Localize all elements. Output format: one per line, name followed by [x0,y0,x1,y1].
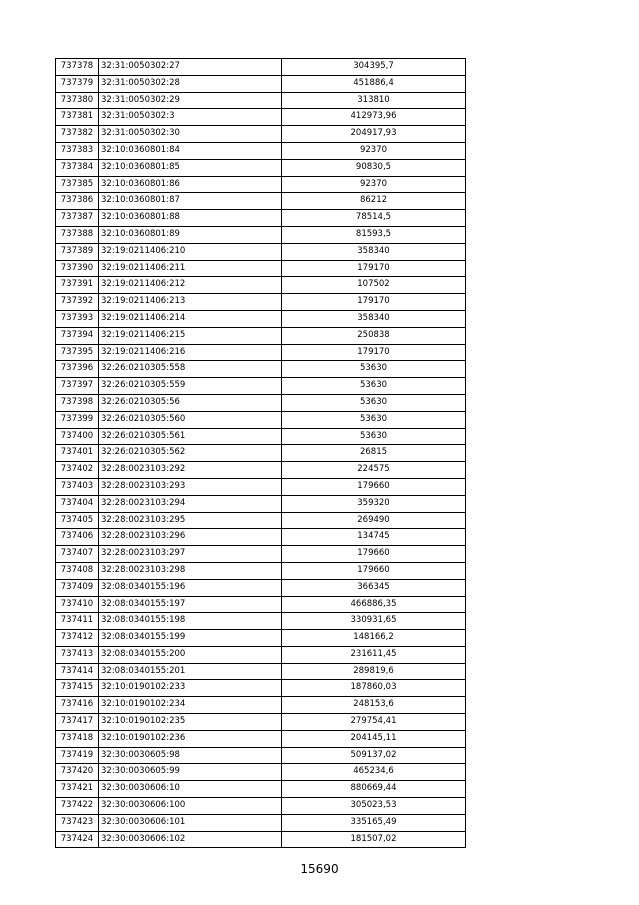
row-id-cell: 737421 [56,781,99,798]
row-id-cell: 737411 [56,613,99,630]
row-id-cell: 737386 [56,193,99,210]
row-id-cell: 737406 [56,529,99,546]
cadastral-number-cell: 32:30:0030605:98 [99,747,282,764]
value-cell: 181507,02 [282,831,466,848]
cadastral-number-cell: 32:10:0190102:235 [99,714,282,731]
value-cell: 90830,5 [282,159,466,176]
table-row [56,546,466,563]
row-id-cell: 737380 [56,92,99,109]
table-row [56,142,466,159]
value-cell: 148166,2 [282,630,466,647]
row-id-cell: 737416 [56,697,99,714]
cadastral-number-cell: 32:19:0211406:215 [99,327,282,344]
row-id-cell: 737395 [56,344,99,361]
cadastral-number-cell: 32:10:0360801:88 [99,210,282,227]
cadastral-number-cell: 32:19:0211406:216 [99,344,282,361]
table-row [56,327,466,344]
value-cell: 466886,35 [282,596,466,613]
value-cell: 204145,11 [282,730,466,747]
table-row [56,495,466,512]
table-row [56,764,466,781]
table-row [56,361,466,378]
value-cell: 53630 [282,428,466,445]
value-cell: 313810 [282,92,466,109]
table-row [56,126,466,143]
value-cell: 53630 [282,394,466,411]
table-row [56,243,466,260]
value-cell: 269490 [282,512,466,529]
table-row [56,512,466,529]
value-cell: 53630 [282,411,466,428]
row-id-cell: 737382 [56,126,99,143]
cadastral-number-cell: 32:08:0340155:198 [99,613,282,630]
cadastral-number-cell: 32:26:0210305:561 [99,428,282,445]
cadastral-number-cell: 32:08:0340155:200 [99,646,282,663]
table-row [56,613,466,630]
cadastral-number-cell: 32:28:0023103:297 [99,546,282,563]
value-cell: 134745 [282,529,466,546]
value-cell: 305023,53 [282,798,466,815]
value-cell: 179660 [282,562,466,579]
value-cell: 53630 [282,361,466,378]
row-id-cell: 737404 [56,495,99,512]
value-cell: 81593,5 [282,226,466,243]
row-id-cell: 737410 [56,596,99,613]
cadastral-number-cell: 32:30:0030605:99 [99,764,282,781]
table-row [56,445,466,462]
cadastral-number-cell: 32:10:0360801:87 [99,193,282,210]
table-row [56,210,466,227]
table-row [56,411,466,428]
page-number: 15690 [300,862,339,876]
value-cell: 279754,41 [282,714,466,731]
table-row [56,59,466,76]
value-cell: 187860,03 [282,680,466,697]
cadastral-number-cell: 32:30:0030606:10 [99,781,282,798]
row-id-cell: 737412 [56,630,99,647]
table-row [56,697,466,714]
value-cell: 359320 [282,495,466,512]
table-row [56,310,466,327]
row-id-cell: 737393 [56,310,99,327]
table-row [56,394,466,411]
value-cell: 335165,49 [282,814,466,831]
value-cell: 179170 [282,294,466,311]
table-row [56,226,466,243]
cadastral-number-cell: 32:26:0210305:562 [99,445,282,462]
cadastral-number-cell: 32:08:0340155:201 [99,663,282,680]
row-id-cell: 737419 [56,747,99,764]
value-cell: 92370 [282,142,466,159]
value-cell: 330931,65 [282,613,466,630]
row-id-cell: 737394 [56,327,99,344]
row-id-cell: 737397 [56,378,99,395]
row-id-cell: 737390 [56,260,99,277]
value-cell: 509137,02 [282,747,466,764]
table-row [56,378,466,395]
table-row [56,277,466,294]
row-id-cell: 737396 [56,361,99,378]
value-cell: 179170 [282,344,466,361]
table-row [56,663,466,680]
cadastral-number-cell: 32:10:0360801:85 [99,159,282,176]
cadastral-number-cell: 32:26:0210305:560 [99,411,282,428]
table-row [56,159,466,176]
value-cell: 465234,6 [282,764,466,781]
row-id-cell: 737388 [56,226,99,243]
table-row [56,646,466,663]
table-row [56,428,466,445]
cadastral-number-cell: 32:19:0211406:212 [99,277,282,294]
cadastral-number-cell: 32:31:0050302:28 [99,75,282,92]
table-row [56,630,466,647]
cadastral-number-cell: 32:10:0360801:89 [99,226,282,243]
cadastral-number-cell: 32:26:0210305:558 [99,361,282,378]
cadastral-number-cell: 32:30:0030606:102 [99,831,282,848]
table-row [56,260,466,277]
value-cell: 179660 [282,478,466,495]
table-row [56,781,466,798]
table-row [56,75,466,92]
row-id-cell: 737387 [56,210,99,227]
value-cell: 224575 [282,462,466,479]
cadastral-number-cell: 32:10:0190102:236 [99,730,282,747]
cadastral-number-cell: 32:19:0211406:214 [99,310,282,327]
table-row [56,747,466,764]
cadastral-number-cell: 32:28:0023103:293 [99,478,282,495]
cadastral-number-cell: 32:08:0340155:197 [99,596,282,613]
value-cell: 880669,44 [282,781,466,798]
row-id-cell: 737378 [56,59,99,76]
row-id-cell: 737402 [56,462,99,479]
cadastral-number-cell: 32:26:0210305:559 [99,378,282,395]
row-id-cell: 737391 [56,277,99,294]
value-cell: 92370 [282,176,466,193]
row-id-cell: 737420 [56,764,99,781]
row-id-cell: 737399 [56,411,99,428]
cadastral-number-cell: 32:19:0211406:213 [99,294,282,311]
cadastral-number-cell: 32:28:0023103:295 [99,512,282,529]
cadastral-number-cell: 32:28:0023103:298 [99,562,282,579]
table-body [56,59,466,848]
row-id-cell: 737409 [56,579,99,596]
cadastral-number-cell: 32:30:0030606:101 [99,814,282,831]
row-id-cell: 737392 [56,294,99,311]
table-row [56,714,466,731]
cadastral-number-cell: 32:26:0210305:56 [99,394,282,411]
table-row [56,798,466,815]
table-row [56,109,466,126]
data-table [55,58,466,848]
cadastral-number-cell: 32:10:0190102:233 [99,680,282,697]
table-row [56,344,466,361]
table-row [56,730,466,747]
value-cell: 248153,6 [282,697,466,714]
row-id-cell: 737403 [56,478,99,495]
row-id-cell: 737398 [56,394,99,411]
table-row [56,92,466,109]
value-cell: 451886,4 [282,75,466,92]
cadastral-number-cell: 32:10:0190102:234 [99,697,282,714]
value-cell: 304395,7 [282,59,466,76]
cadastral-number-cell: 32:08:0340155:196 [99,579,282,596]
row-id-cell: 737383 [56,142,99,159]
row-id-cell: 737400 [56,428,99,445]
cadastral-number-cell: 32:31:0050302:27 [99,59,282,76]
value-cell: 231611,45 [282,646,466,663]
table-row [56,176,466,193]
table-row [56,529,466,546]
cadastral-number-cell: 32:31:0050302:3 [99,109,282,126]
row-id-cell: 737384 [56,159,99,176]
row-id-cell: 737408 [56,562,99,579]
row-id-cell: 737381 [56,109,99,126]
cadastral-number-cell: 32:31:0050302:29 [99,92,282,109]
row-id-cell: 737414 [56,663,99,680]
value-cell: 204917,93 [282,126,466,143]
row-id-cell: 737415 [56,680,99,697]
value-cell: 179660 [282,546,466,563]
value-cell: 53630 [282,378,466,395]
cadastral-number-cell: 32:10:0360801:86 [99,176,282,193]
cadastral-number-cell: 32:19:0211406:211 [99,260,282,277]
row-id-cell: 737413 [56,646,99,663]
table-row [56,193,466,210]
cadastral-number-cell: 32:28:0023103:296 [99,529,282,546]
value-cell: 107502 [282,277,466,294]
row-id-cell: 737418 [56,730,99,747]
cadastral-number-cell: 32:19:0211406:210 [99,243,282,260]
table-row [56,562,466,579]
cadastral-number-cell: 32:10:0360801:84 [99,142,282,159]
row-id-cell: 737385 [56,176,99,193]
row-id-cell: 737422 [56,798,99,815]
value-cell: 289819,6 [282,663,466,680]
cadastral-number-cell: 32:30:0030606:100 [99,798,282,815]
cadastral-number-cell: 32:31:0050302:30 [99,126,282,143]
table-row [56,478,466,495]
row-id-cell: 737407 [56,546,99,563]
cadastral-number-cell: 32:28:0023103:294 [99,495,282,512]
row-id-cell: 737423 [56,814,99,831]
table-row [56,579,466,596]
table-row [56,680,466,697]
row-id-cell: 737389 [56,243,99,260]
row-id-cell: 737401 [56,445,99,462]
value-cell: 179170 [282,260,466,277]
table-row [56,294,466,311]
value-cell: 358340 [282,243,466,260]
row-id-cell: 737379 [56,75,99,92]
table-row [56,831,466,848]
value-cell: 358340 [282,310,466,327]
table-row [56,814,466,831]
row-id-cell: 737405 [56,512,99,529]
value-cell: 78514,5 [282,210,466,227]
value-cell: 250838 [282,327,466,344]
value-cell: 86212 [282,193,466,210]
value-cell: 366345 [282,579,466,596]
cadastral-number-cell: 32:28:0023103:292 [99,462,282,479]
row-id-cell: 737424 [56,831,99,848]
cadastral-number-cell: 32:08:0340155:199 [99,630,282,647]
row-id-cell: 737417 [56,714,99,731]
table-row [56,462,466,479]
value-cell: 412973,96 [282,109,466,126]
value-cell: 26815 [282,445,466,462]
table-row [56,596,466,613]
